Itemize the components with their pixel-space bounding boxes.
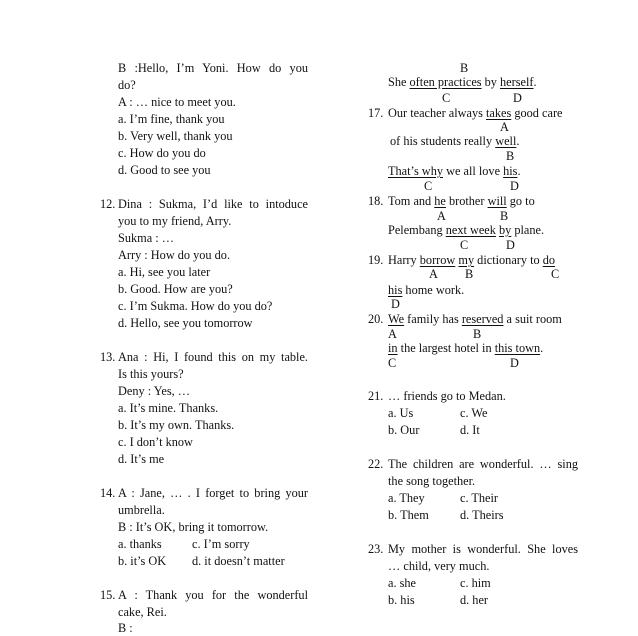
q13-option-c: c. I don’t know xyxy=(118,435,193,449)
q22-option-c: c. Their xyxy=(460,491,499,505)
q20-label-a: A xyxy=(388,327,397,341)
q14-option-b: b. it’s OK xyxy=(118,554,167,568)
q17-sentence-1 xyxy=(388,106,563,121)
q19-label-d: D xyxy=(391,297,400,311)
q13-option-d: d. It’s me xyxy=(118,452,165,466)
q16-text-2: by xyxy=(481,75,501,89)
q18-text-6: plane. xyxy=(511,223,545,237)
q19-sentence-2 xyxy=(388,283,464,298)
q16-sentence xyxy=(388,75,537,90)
q23-option-c: c. him xyxy=(460,576,491,590)
q11-option-d: d. Good to see you xyxy=(118,163,211,177)
q20-number: 20. xyxy=(368,312,384,326)
q22-option-d: d. Theirs xyxy=(460,508,504,522)
q19-text-4: home work. xyxy=(402,283,465,297)
q18-underlined-c: next week xyxy=(445,223,496,237)
q21-option-a: a. Us xyxy=(388,406,414,420)
q17-text-2: good care xyxy=(511,106,563,120)
q18-underlined-b: will xyxy=(487,194,507,208)
q19-underlined-a: borrow xyxy=(419,253,456,267)
q21-number: 21. xyxy=(368,389,384,403)
q17-number: 17. xyxy=(368,106,384,120)
q22-number: 22. xyxy=(368,457,384,471)
q11-line-3: A : … nice to meet you. xyxy=(118,95,236,109)
q20-text-3: the largest hotel in xyxy=(397,341,495,355)
q19-underlined-d: his xyxy=(388,283,403,297)
q18-label-b: B xyxy=(500,209,509,223)
q17-text-5: we all love xyxy=(443,164,504,178)
q18-text-3: go to xyxy=(506,194,535,208)
q15-line-2: cake, Rei. xyxy=(118,605,167,619)
q13-number: 13. xyxy=(100,350,116,364)
q17-underlined-d: his xyxy=(503,164,518,178)
q15-line-3: B : xyxy=(118,621,133,635)
q18-sentence-2 xyxy=(388,223,544,238)
q20-text-2: a suit room xyxy=(503,312,562,326)
q11-line-2: do? xyxy=(118,78,136,92)
q15-number: 15. xyxy=(100,588,116,602)
q18-sentence-1 xyxy=(388,194,535,209)
q16-text-3: . xyxy=(533,75,537,89)
q12-option-c: c. I’m Sukma. How do you do? xyxy=(118,299,273,313)
q22-option-a: a. They xyxy=(388,491,425,505)
q19-number: 19. xyxy=(368,253,384,267)
q20-sentence-2 xyxy=(388,341,543,356)
q19-label-b: B xyxy=(465,267,474,281)
q12-option-d: d. Hello, see you tomorrow xyxy=(118,316,253,330)
q20-underlined-d: this town xyxy=(494,341,541,355)
q19-underlined-c: do xyxy=(542,253,556,267)
q18-number: 18. xyxy=(368,194,384,208)
q17-label-b: B xyxy=(506,149,515,163)
q18-label-c: C xyxy=(460,238,469,252)
q12-number: 12. xyxy=(100,197,116,211)
q19-label-c: C xyxy=(551,267,560,281)
q18-text-2: brother xyxy=(445,194,488,208)
q23-option-a: a. she xyxy=(388,576,416,590)
q17-text-4: . xyxy=(516,134,520,148)
q20-label-c: C xyxy=(388,356,397,370)
q19-text-1: Harry xyxy=(388,253,420,267)
q20-text-4: . xyxy=(540,341,544,355)
q17-underlined-a: takes xyxy=(486,106,512,120)
q18-label-d: D xyxy=(506,238,515,252)
q23-option-d: d. her xyxy=(460,593,488,607)
q16-label-c: C xyxy=(442,91,451,105)
q18-underlined-d: by xyxy=(499,223,512,237)
q19-text-3: dictionary to xyxy=(474,253,543,267)
q15-line-1: A : Thank you for the wonderful xyxy=(118,588,308,602)
q17-label-c: C xyxy=(424,179,433,193)
q20-underlined-c: in xyxy=(388,341,398,355)
q21-option-d: d. It xyxy=(460,423,480,437)
q16-label-b: B xyxy=(460,61,469,75)
q12-option-a: a. Hi, see you later xyxy=(118,265,211,279)
q19-label-a: A xyxy=(429,267,438,281)
q22-line-1: The children are wonderful. … sing xyxy=(388,457,578,471)
q13-line-3: Deny : Yes, … xyxy=(118,384,191,398)
q20-label-d: D xyxy=(510,356,519,370)
q23-option-b: b. his xyxy=(388,593,415,607)
q23-number: 23. xyxy=(368,542,384,556)
q13-option-a: a. It’s mine. Thanks. xyxy=(118,401,219,415)
q22-line-2: the song together. xyxy=(388,474,476,488)
q14-number: 14. xyxy=(100,486,116,500)
q16-label-d: D xyxy=(513,91,522,105)
q23-line-1: My mother is wonderful. She loves xyxy=(388,542,578,556)
q19-underlined-b: my xyxy=(458,253,475,267)
q23-line-2: … child, very much. xyxy=(388,559,490,573)
q14-line-3: B : It’s OK, bring it tomorrow. xyxy=(118,520,269,534)
q20-underlined-b: reserved xyxy=(461,312,504,326)
q17-sentence-2 xyxy=(390,134,519,149)
q18-text-1: Tom and xyxy=(388,194,435,208)
q13-line-1: Ana : Hi, I found this on my table. xyxy=(118,350,308,364)
q13-option-b: b. It’s my own. Thanks. xyxy=(118,418,235,432)
q16-underlined-d: herself xyxy=(500,75,534,89)
q19-sentence-1 xyxy=(388,253,555,268)
q17-label-a: A xyxy=(500,120,509,134)
q11-option-c: c. How do you do xyxy=(118,146,206,160)
q21-option-c: c. We xyxy=(460,406,488,420)
q20-text-1: family has xyxy=(404,312,462,326)
q12-line-1: Dina : Sukma, I’d like to intoduce xyxy=(118,197,308,211)
q14-option-d: d. it doesn’t matter xyxy=(192,554,285,568)
q17-text-1: Our teacher always xyxy=(388,106,486,120)
q17-underlined-c: That’s why xyxy=(388,164,443,178)
q11-option-b: b. Very well, thank you xyxy=(118,129,233,143)
q18-text-4: Pelembang xyxy=(388,223,446,237)
q17-text-6: . xyxy=(517,164,521,178)
q18-label-a: A xyxy=(437,209,446,223)
q16-underlined-c: often practices xyxy=(409,75,482,89)
q14-line-1: A : Jane, … . I forget to bring your xyxy=(118,486,308,500)
q14-line-2: umbrella. xyxy=(118,503,165,517)
q21-option-b: b. Our xyxy=(388,423,420,437)
q12-line-4: Arry : How do you do. xyxy=(118,248,231,262)
q22-option-b: b. Them xyxy=(388,508,429,522)
q12-line-3: Sukma : … xyxy=(118,231,175,245)
q20-underlined-a: We xyxy=(388,312,405,326)
q17-text-3: of his students really xyxy=(390,134,496,148)
q17-underlined-b: well xyxy=(495,134,517,148)
q20-sentence-1 xyxy=(388,312,562,327)
q14-option-c: c. I’m sorry xyxy=(192,537,250,551)
q17-sentence-3 xyxy=(388,164,521,179)
q11-option-a: a. I’m fine, thank you xyxy=(118,112,225,126)
q16-text-1: She xyxy=(388,75,410,89)
q21-line-1: … friends go to Medan. xyxy=(388,389,506,403)
q14-option-a: a. thanks xyxy=(118,537,162,551)
q13-line-2: Is this yours? xyxy=(118,367,184,381)
q12-option-b: b. Good. How are you? xyxy=(118,282,233,296)
q11-line-1: B :Hello, I’m Yoni. How do you xyxy=(118,61,308,75)
q20-label-b: B xyxy=(473,327,482,341)
q17-label-d: D xyxy=(510,179,519,193)
q18-underlined-a: he xyxy=(434,194,446,208)
q12-line-2: you to my friend, Arry. xyxy=(118,214,232,228)
